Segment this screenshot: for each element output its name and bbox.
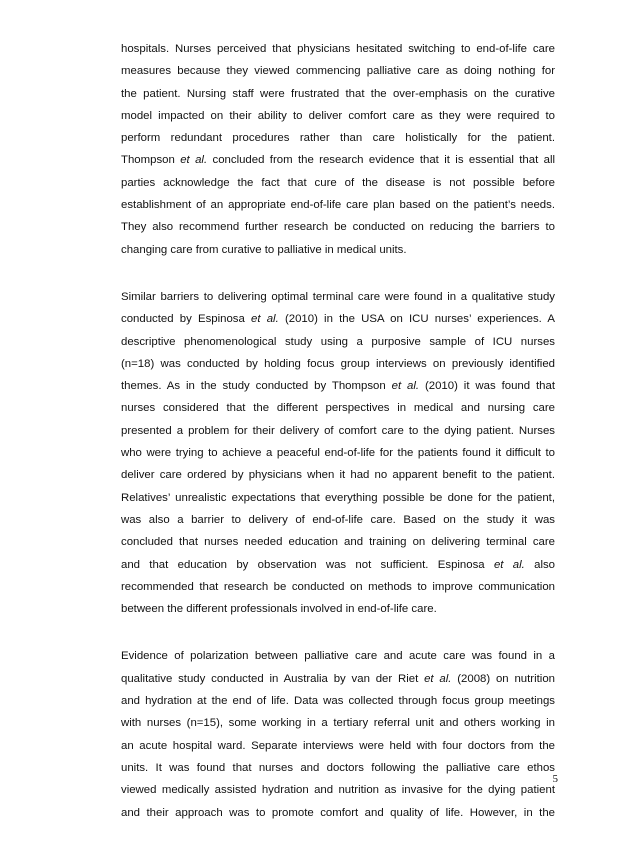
text-run: Relatives’ unrealistic expectations that everything possible be done for the patient,	[121, 491, 555, 504]
text-line	[121, 735, 555, 757]
text-run: (2008) on nutrition	[451, 672, 555, 685]
text-run: themes. As in the study conducted by Thompson	[121, 380, 392, 393]
text-line	[121, 645, 555, 667]
text-run: conducted by Espinosa	[121, 313, 252, 326]
text-run: measures because they viewed commencing palliative care as doing nothing for	[121, 65, 555, 78]
text-line	[121, 531, 555, 553]
text-run: recommended that research be conducted on methods to improve communication	[121, 580, 555, 593]
text-run: qualitative study conducted in Australia by van der Riet	[121, 672, 425, 685]
text-run: hospitals. Nurses perceived that physicians hesitated switching to end-of-life care	[121, 43, 555, 55]
text-run: viewed medically assisted hydration and nutrition as invasive for the dying patient	[121, 784, 555, 797]
text-run: and hydration at the end of life. Data was collected through focus group meetings	[121, 695, 555, 708]
page-number: 5	[552, 773, 558, 785]
text-line	[121, 353, 555, 375]
text-run: Evidence of polarization between palliative care and acute care was found in a	[121, 650, 555, 663]
text-line	[121, 127, 555, 149]
text-run: establishment of an appropriate end-of-life care plan based on the patient’s needs.	[121, 199, 555, 212]
paragraph	[121, 286, 555, 620]
text-line	[121, 172, 555, 194]
text-run: changing care from curative to palliative in medical units.	[121, 243, 407, 256]
text-line	[121, 239, 555, 261]
text-line	[121, 802, 555, 824]
text-line	[121, 149, 555, 171]
text-run: (2010) in the USA on ICU nurses’ experiences. A	[278, 313, 555, 326]
text-run: the patient. Nursing staff were frustrated that the over-emphasis on the curative	[121, 87, 555, 100]
text-line	[121, 38, 555, 60]
text-line	[121, 442, 555, 464]
body-text	[121, 38, 555, 849]
paragraph	[121, 645, 555, 823]
italic-text: et al.	[493, 558, 525, 571]
text-line	[121, 60, 555, 82]
italic-text: et al.	[391, 380, 420, 393]
text-line	[121, 690, 555, 712]
text-run: They also recommend further research be conducted on reducing the barriers to	[121, 221, 555, 234]
text-line	[121, 286, 555, 308]
text-run: also	[524, 558, 555, 571]
text-line	[121, 420, 555, 442]
text-line	[121, 598, 555, 620]
text-run: (2010) it was found that	[419, 380, 555, 393]
italic-text: et al.	[180, 154, 208, 167]
text-line	[121, 331, 555, 353]
text-line	[121, 779, 555, 801]
text-run: deliver care ordered by physicians when it had no apparent benefit to the patient.	[121, 469, 555, 482]
text-line	[121, 509, 555, 531]
text-run: Thompson	[121, 154, 181, 167]
text-line	[121, 554, 555, 576]
text-line	[121, 464, 555, 486]
text-line	[121, 216, 555, 238]
italic-text: et al.	[251, 313, 279, 326]
text-line	[121, 194, 555, 216]
text-run: who were trying to achieve a peaceful end-of-life for the patients found it difficult to	[121, 447, 555, 460]
text-line	[121, 83, 555, 105]
text-run: concluded from the research evidence that it is essential that all	[207, 154, 556, 167]
text-line	[121, 397, 555, 419]
text-run: was also a barrier to delivery of end-of-life care. Based on the study it was	[121, 513, 555, 526]
text-run: between the different professionals involved in end-of-life care.	[121, 603, 437, 616]
text-run: units. It was found that nurses and doctors following the palliative care ethos	[121, 761, 555, 774]
text-run: and their approach was to promote comfort and quality of life. However, in the	[121, 806, 555, 819]
text-line	[121, 712, 555, 734]
text-run: presented a problem for their delivery of comfort care to the dying patient. Nurses	[121, 424, 555, 437]
text-line	[121, 487, 555, 509]
text-run: descriptive phenomenological study using a purposive sample of ICU nurses	[121, 335, 555, 348]
text-line	[121, 375, 555, 397]
text-run: concluded that nurses needed education and training on delivering terminal care	[121, 536, 555, 549]
italic-text: et al.	[424, 672, 452, 685]
paragraph	[121, 38, 555, 261]
text-run: an acute hospital ward. Separate interviews were held with four doctors from the	[121, 739, 555, 752]
text-run: nurses considered that the different perspectives in medical and nursing care	[121, 402, 555, 415]
text-run: (n=18) was conducted by holding focus group interviews on previously identified	[121, 357, 555, 370]
text-run: perform redundant procedures rather than care holistically for the patient.	[121, 132, 555, 145]
text-line	[121, 757, 555, 779]
text-run: with nurses (n=15), some working in a tertiary referral unit and others working in	[121, 717, 555, 730]
text-line	[121, 308, 555, 330]
text-run: and that education by observation was not sufficient. Espinosa	[121, 558, 494, 571]
text-run: model impacted on their ability to deliver comfort care as they were required to	[121, 109, 555, 122]
text-run: parties acknowledge the fact that cure of the disease is not possible before	[121, 176, 555, 189]
text-line	[121, 105, 555, 127]
text-run: Similar barriers to delivering optimal terminal care were found in a qualitative study	[121, 290, 555, 303]
text-line	[121, 576, 555, 598]
text-line	[121, 668, 555, 690]
